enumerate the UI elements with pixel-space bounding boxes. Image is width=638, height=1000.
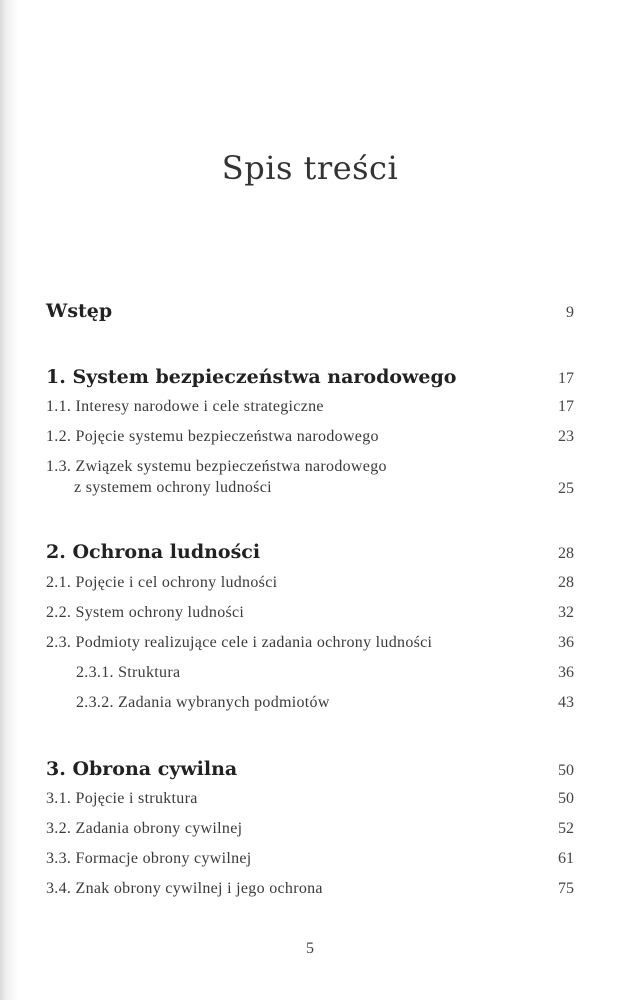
toc-section-3-1[interactable]	[46, 790, 574, 808]
toc-entry-label: 3.4. Znak obrony cywilnej i jego ochrona	[46, 880, 323, 897]
toc-entry-page: 36	[558, 634, 574, 651]
toc-entry-page: 75	[558, 880, 574, 897]
toc-chapter-3[interactable]	[46, 758, 574, 780]
toc-subsection-2-3-2[interactable]	[76, 694, 574, 712]
toc-section-2-3[interactable]	[46, 634, 574, 652]
toc-entry-page: 28	[558, 574, 574, 591]
toc-entry-page: 61	[558, 850, 574, 867]
toc-section-1-1[interactable]	[46, 398, 574, 416]
toc-entry-label: 2.3.2. Zadania wybranych podmiotów	[76, 694, 330, 711]
toc-entry-label-line2: z systemem ochrony ludności	[74, 479, 272, 496]
toc-section-2-1[interactable]	[46, 574, 574, 592]
toc-entry-label: 2.3. Podmioty realizujące cele i zadania ochrony ludności	[46, 634, 433, 651]
toc-entry-wstep[interactable]	[46, 300, 574, 322]
toc-entry-label: 1.1. Interesy narodowe i cele strategiczne	[46, 398, 324, 415]
toc-section-3-3[interactable]	[46, 850, 574, 868]
toc-chapter-1[interactable]	[46, 366, 574, 388]
toc-chapter-2[interactable]	[46, 541, 574, 563]
toc-section-1-2[interactable]	[46, 428, 574, 446]
toc-entry-page: 28	[558, 545, 574, 562]
toc-entry-label: 3. Obrona cywilna	[46, 758, 238, 780]
page-number: 5	[306, 940, 314, 957]
toc-section-2-2[interactable]	[46, 604, 574, 622]
toc-entry-label: 1.2. Pojęcie systemu bezpieczeństwa narodowego	[46, 428, 379, 445]
toc-entry-label: 3.3. Formacje obrony cywilnej	[46, 850, 252, 867]
toc-entry-page: 36	[558, 664, 574, 681]
toc-entry-page: 23	[558, 428, 574, 445]
page-title: Spis treści	[221, 149, 399, 188]
toc-entry-page: 17	[558, 398, 574, 415]
toc-entry-label: 2. Ochrona ludności	[46, 541, 261, 563]
toc-entry-label: 2.3.1. Struktura	[76, 664, 181, 681]
toc-entry-page: 50	[558, 790, 574, 807]
toc-entry-page: 50	[558, 762, 574, 779]
toc-entry-label-line1: 1.3. Związek systemu bezpieczeństwa narodowego	[46, 458, 387, 475]
toc-section-1-3[interactable]	[46, 456, 574, 498]
toc-entry-label	[46, 456, 387, 498]
toc-entry-label: 1. System bezpieczeństwa narodowego	[46, 366, 457, 388]
toc-entry-label: 3.1. Pojęcie i struktura	[46, 790, 198, 807]
toc-entry-page: 32	[558, 604, 574, 621]
toc-entry-page: 17	[558, 370, 574, 387]
toc-entry-label: 3.2. Zadania obrony cywilnej	[46, 820, 243, 837]
toc-entry-page: 25	[558, 480, 574, 497]
toc-entry-page: 52	[558, 820, 574, 837]
toc-entry-label: Wstęp	[46, 300, 113, 322]
toc-entry-label: 2.2. System ochrony ludności	[46, 604, 245, 621]
toc-entry-page: 43	[558, 694, 574, 711]
toc-entry-page: 9	[566, 304, 574, 321]
toc-subsection-2-3-1[interactable]	[76, 664, 574, 682]
toc-section-3-4[interactable]	[46, 880, 574, 898]
toc-entry-label: 2.1. Pojęcie i cel ochrony ludności	[46, 574, 278, 591]
toc-section-3-2[interactable]	[46, 820, 574, 838]
